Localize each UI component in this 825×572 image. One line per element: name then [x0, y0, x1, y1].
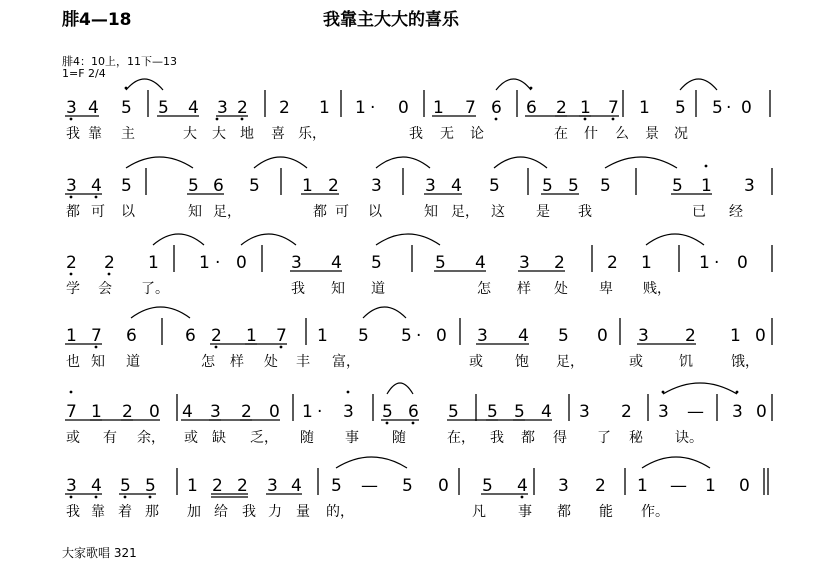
- score-note: 3: [744, 176, 755, 196]
- score-note: 5: [158, 98, 169, 118]
- score-note: 5: [249, 176, 260, 196]
- lyric-word: 那: [145, 504, 159, 520]
- lyric-word: 都: [313, 204, 327, 220]
- lyric-word: 的，: [326, 504, 354, 520]
- lyric-word: 什: [584, 126, 598, 142]
- score-note: 3: [658, 402, 669, 422]
- lyric-word: 道: [126, 354, 140, 370]
- score-note: 5: [489, 176, 500, 196]
- lyric-word: 凡: [472, 504, 486, 520]
- score-note: 1: [148, 253, 159, 273]
- lyric-word: 大: [183, 126, 197, 142]
- lyric-word: 都: [557, 504, 571, 520]
- octave-dot: [216, 118, 219, 121]
- score-note: 1: [641, 253, 652, 273]
- lyric-word: 饥: [679, 354, 693, 370]
- score-note: 6: [408, 402, 419, 422]
- score-note: 4: [518, 326, 529, 346]
- score-note: 2: [237, 476, 248, 496]
- lyric-word: 乏，: [250, 430, 278, 446]
- score-note: 1: [187, 476, 198, 496]
- lyric-word: 大: [212, 126, 226, 142]
- slur-arc: [363, 307, 406, 318]
- score-note: 2: [104, 253, 115, 273]
- staff-system: [65, 79, 770, 142]
- lyric-word: 在: [554, 126, 568, 142]
- slur-arc: [153, 234, 204, 245]
- score-note: 5: [382, 402, 393, 422]
- octave-dot: [280, 346, 283, 349]
- lyric-word: 道: [371, 281, 385, 297]
- lyric-word: 知: [331, 281, 345, 297]
- score-note: 2: [241, 402, 252, 422]
- score-note: 3: [210, 402, 221, 422]
- score-note: ·: [416, 326, 422, 346]
- lyric-word: 会: [98, 281, 112, 297]
- score-note: 3: [558, 476, 569, 496]
- score-note: 5: [487, 402, 498, 422]
- staff-system: [65, 457, 768, 520]
- slur-arc: [387, 383, 413, 394]
- octave-dot: [215, 346, 218, 349]
- score-note: 7: [66, 402, 77, 422]
- score-note: 2: [621, 402, 632, 422]
- lyric-word: 我: [66, 504, 80, 520]
- lyric-word: 作。: [641, 504, 669, 520]
- score-note: 5: [402, 476, 413, 496]
- score-note: 5: [568, 176, 579, 196]
- score-note: 2: [607, 253, 618, 273]
- octave-dot: [70, 196, 73, 199]
- score-note: 2: [554, 253, 565, 273]
- score-note: —: [687, 402, 704, 422]
- lyric-word: 样: [517, 281, 531, 297]
- hymn-number: 腓4—18: [62, 10, 132, 30]
- score-note: 5: [371, 253, 382, 273]
- score-note: 1: [433, 98, 444, 118]
- score-note: 1: [66, 326, 77, 346]
- score-note: 3: [371, 176, 382, 196]
- slur-arc: [254, 157, 307, 168]
- score-note: 4: [91, 476, 102, 496]
- lyric-word: 以: [121, 204, 135, 220]
- lyric-word: 量: [296, 504, 310, 520]
- lyric-word: 可: [335, 204, 349, 220]
- slur-arc: [494, 157, 547, 168]
- lyric-word: 了。: [141, 281, 169, 297]
- score-note: 1: [639, 98, 650, 118]
- score-note: 1: [302, 402, 313, 422]
- lyric-word: 足，: [556, 354, 584, 370]
- octave-dot: [149, 496, 152, 499]
- slur-arc: [496, 79, 531, 90]
- score-note: 1: [637, 476, 648, 496]
- score-note: 3: [291, 253, 302, 273]
- octave-dot: [495, 118, 498, 121]
- score-note: 5: [401, 326, 412, 346]
- lyric-word: 着: [118, 504, 132, 520]
- score-note: 2: [328, 176, 339, 196]
- lyric-word: 事: [345, 430, 359, 446]
- score-note: 4: [91, 176, 102, 196]
- score-note: 1: [91, 402, 102, 422]
- octave-dot: [70, 273, 73, 276]
- score-note: 5: [558, 326, 569, 346]
- score-note: 2: [66, 253, 77, 273]
- lyric-word: 已: [692, 204, 706, 220]
- octave-dot: [95, 496, 98, 499]
- octave-dot: [124, 496, 127, 499]
- score-note: 5: [672, 176, 683, 196]
- lyric-word: 景: [645, 126, 659, 142]
- lyric-word: 得: [553, 430, 567, 446]
- score-note: 3: [425, 176, 436, 196]
- octave-dot: [95, 346, 98, 349]
- lyric-word: 学: [66, 281, 80, 297]
- lyric-word: 饱: [515, 354, 529, 370]
- lyric-word: 我: [291, 281, 305, 297]
- lyric-word: 卑: [599, 281, 613, 297]
- score-note: 1: [705, 476, 716, 496]
- score-note: 5: [542, 176, 553, 196]
- score-note: 1: [319, 98, 330, 118]
- slur-arc: [376, 234, 440, 245]
- score-note: 3: [477, 326, 488, 346]
- score-note: 5: [145, 476, 156, 496]
- slur-arc: [605, 157, 677, 168]
- score-note: 2: [556, 98, 567, 118]
- slur-arc: [646, 234, 704, 245]
- score-note: 3: [732, 402, 743, 422]
- lyric-word: 都: [66, 204, 80, 220]
- scripture-reference: 腓4：10上，11下—13: [62, 55, 177, 68]
- score-note: 0: [269, 402, 280, 422]
- score-note: 1: [317, 326, 328, 346]
- lyric-word: 可: [91, 204, 105, 220]
- lyric-word: 秘: [629, 430, 643, 446]
- lyric-word: 也: [66, 354, 80, 370]
- score-note: 2: [685, 326, 696, 346]
- lyric-word: 无: [440, 126, 454, 142]
- score-note: 5: [331, 476, 342, 496]
- score-note: 5: [482, 476, 493, 496]
- score-note: 6: [185, 326, 196, 346]
- lyric-word: 了: [597, 430, 611, 446]
- slur-arc: [126, 157, 193, 168]
- octave-dot: [95, 196, 98, 199]
- score-note: 7: [91, 326, 102, 346]
- score-note: 4: [291, 476, 302, 496]
- hymn-title: 我靠主大大的喜乐: [323, 10, 459, 30]
- slur-arc: [126, 79, 163, 90]
- lyric-word: 有: [103, 430, 117, 446]
- score-note: 5: [121, 98, 132, 118]
- score-note: 0: [398, 98, 409, 118]
- score-note: 5: [358, 326, 369, 346]
- score-note: 5: [188, 176, 199, 196]
- score-note: 1: [580, 98, 591, 118]
- octave-dot: [521, 496, 524, 499]
- score-note: 2: [212, 476, 223, 496]
- lyric-word: 论: [470, 126, 484, 142]
- slur-arc: [241, 234, 296, 245]
- slur-arc: [680, 79, 717, 90]
- lyric-word: 靠: [91, 504, 105, 520]
- score-note: 0: [436, 326, 447, 346]
- lyric-word: 喜: [271, 126, 285, 142]
- lyric-word: 我: [578, 204, 592, 220]
- score-note: 0: [739, 476, 750, 496]
- score-note: —: [670, 476, 687, 496]
- lyric-word: 知: [91, 354, 105, 370]
- score-note: 1: [246, 326, 257, 346]
- score-note: 5: [435, 253, 446, 273]
- octave-dot: [70, 496, 73, 499]
- score-note: 6: [526, 98, 537, 118]
- staff-system: [66, 234, 772, 297]
- score-note: 0: [737, 253, 748, 273]
- lyric-word: 或: [469, 354, 483, 370]
- score-note: 7: [465, 98, 476, 118]
- score-note: 5: [121, 176, 132, 196]
- lyric-word: 富，: [332, 354, 360, 370]
- score-note: 3: [217, 98, 228, 118]
- lyric-word: 在，: [447, 430, 475, 446]
- score-note: ·: [215, 253, 221, 273]
- lyric-word: 随: [300, 430, 314, 446]
- score-note: 4: [451, 176, 462, 196]
- score-note: 3: [579, 402, 590, 422]
- score-note: 1: [302, 176, 313, 196]
- score-note: 6: [213, 176, 224, 196]
- octave-dot: [412, 422, 415, 425]
- score-note: 3: [66, 176, 77, 196]
- lyric-word: 丰: [296, 354, 310, 370]
- lyric-word: 地: [240, 126, 254, 142]
- score-note: 5: [120, 476, 131, 496]
- lyric-word: 处: [554, 281, 568, 297]
- score-note: 6: [491, 98, 502, 118]
- score-note: 0: [741, 98, 752, 118]
- lyric-word: 或: [66, 430, 80, 446]
- lyric-word: 我: [409, 126, 423, 142]
- lyric-word: 以: [368, 204, 382, 220]
- octave-dot: [70, 118, 73, 121]
- score-note: 2: [122, 402, 133, 422]
- slur-arc: [131, 307, 190, 318]
- score-note: 1: [355, 98, 366, 118]
- key-signature: 1=F 2/4: [62, 67, 106, 80]
- staff-system: [65, 383, 772, 446]
- lyric-word: 样: [230, 354, 244, 370]
- lyric-word: 我: [490, 430, 504, 446]
- score-note: 5: [448, 402, 459, 422]
- lyric-word: 足，: [451, 204, 479, 220]
- score-note: 3: [66, 98, 77, 118]
- score-note: 4: [541, 402, 552, 422]
- score-note: 0: [755, 326, 766, 346]
- lyric-word: 靠: [88, 126, 102, 142]
- lyric-word: 都: [521, 430, 535, 446]
- score-note: 1: [701, 176, 712, 196]
- score-note: 4: [182, 402, 193, 422]
- lyric-word: 给: [214, 504, 228, 520]
- score-note: 7: [608, 98, 619, 118]
- score-note: 2: [237, 98, 248, 118]
- octave-dot: [584, 118, 587, 121]
- lyric-word: 乐，: [298, 126, 326, 142]
- score-note: 4: [517, 476, 528, 496]
- score-note: 5: [600, 176, 611, 196]
- staff-system: [65, 307, 772, 370]
- lyric-word: 主: [121, 126, 135, 142]
- slur-arc: [663, 383, 737, 394]
- source-footer: 大家歌唱 321: [62, 546, 137, 560]
- score-note: 4: [475, 253, 486, 273]
- octave-dot: [386, 422, 389, 425]
- lyric-word: 况: [674, 126, 688, 142]
- lyric-word: 我: [66, 126, 80, 142]
- score-note: 3: [66, 476, 77, 496]
- score-note: 7: [276, 326, 287, 346]
- score-note: 0: [149, 402, 160, 422]
- score-note: 2: [279, 98, 290, 118]
- lyric-word: 知: [424, 204, 438, 220]
- octave-dot: [108, 273, 111, 276]
- lyric-word: 怎: [477, 281, 491, 297]
- score-note: 2: [211, 326, 222, 346]
- score-note: 4: [88, 98, 99, 118]
- slur-arc: [376, 157, 430, 168]
- lyric-word: 随: [392, 430, 406, 446]
- score-note: 3: [519, 253, 530, 273]
- lyric-word: 事: [518, 504, 532, 520]
- score-note: 0: [597, 326, 608, 346]
- score-note: 4: [188, 98, 199, 118]
- slur-arc: [336, 457, 407, 468]
- score-note: 1: [199, 253, 210, 273]
- lyric-word: 贱，: [643, 281, 671, 297]
- score-note: 3: [343, 402, 354, 422]
- lyric-word: 足，: [213, 204, 241, 220]
- lyric-word: 这: [491, 204, 505, 220]
- score-note: 4: [331, 253, 342, 273]
- score-note: 5: [712, 98, 723, 118]
- lyric-word: 么: [615, 126, 629, 142]
- lyric-word: 经: [729, 204, 743, 220]
- lyric-word: 加: [187, 504, 201, 520]
- score-note: 0: [236, 253, 247, 273]
- lyric-word: 余，: [137, 430, 165, 446]
- lyric-word: 是: [536, 204, 550, 220]
- lyric-word: 或: [184, 430, 198, 446]
- lyric-word: 诀。: [675, 430, 703, 446]
- slur-arc: [642, 457, 710, 468]
- lyric-word: 我: [242, 504, 256, 520]
- score-note: 5: [675, 98, 686, 118]
- score-note: 6: [126, 326, 137, 346]
- octave-dot: [612, 118, 615, 121]
- score-note: ·: [370, 98, 376, 118]
- score-note: 5: [514, 402, 525, 422]
- lyric-word: 怎: [201, 354, 215, 370]
- staff-system: [65, 157, 772, 220]
- octave-dot: [241, 118, 244, 121]
- lyric-word: 能: [599, 504, 613, 520]
- score-note: —: [361, 476, 378, 496]
- lyric-word: 力: [268, 504, 282, 520]
- score-note: 1: [730, 326, 741, 346]
- score-note: 0: [756, 402, 767, 422]
- octave-dot: [705, 165, 708, 168]
- octave-dot: [70, 391, 73, 394]
- score-note: 0: [438, 476, 449, 496]
- lyric-word: 处: [264, 354, 278, 370]
- score-note: 1: [699, 253, 710, 273]
- score-note: ·: [726, 98, 732, 118]
- lyric-word: 知: [188, 204, 202, 220]
- score-note: 3: [267, 476, 278, 496]
- lyric-word: 缺: [212, 430, 226, 446]
- score-note: ·: [317, 402, 323, 422]
- score-note: 2: [595, 476, 606, 496]
- lyric-word: 或: [629, 354, 643, 370]
- score-note: 3: [638, 326, 649, 346]
- lyric-word: 饿，: [731, 354, 759, 370]
- octave-dot: [347, 391, 350, 394]
- score-note: ·: [714, 253, 720, 273]
